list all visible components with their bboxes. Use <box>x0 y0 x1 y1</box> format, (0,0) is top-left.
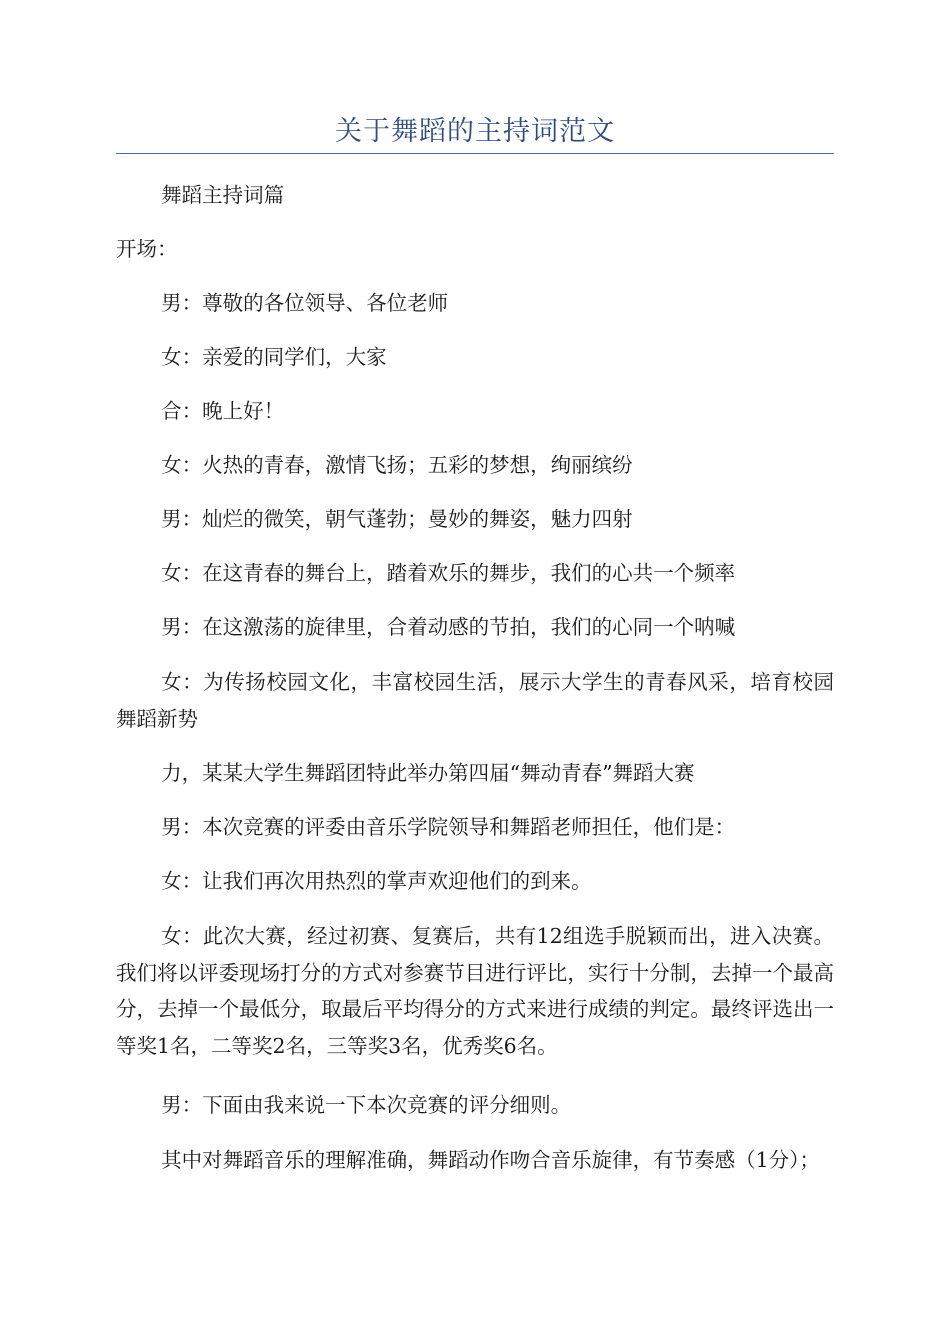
paragraph-3: 男：尊敬的各位领导、各位老师 <box>161 291 449 315</box>
title-underline <box>116 153 834 154</box>
paragraph-2: 开场： <box>116 237 178 261</box>
paragraph-14: 女：此次大赛，经过初赛、复赛后，共有12组选手脱颖而出，进入决赛。我们将以评委现场打分的方式对参赛节目进行评比，实行十分制，去掉一个最高分，去掉一个最低分，取最后平均得分的方式来进行成绩的判定。最终评选出一等奖1名，二等奖2名，三等奖3名，优秀奖6名。 <box>116 924 834 1058</box>
paragraph-15: 男：下面由我来说一下本次竞赛的评分细则。 <box>161 1093 572 1117</box>
paragraph-8: 女：在这青春的舞台上，踏着欢乐的舞步，我们的心共一个频率 <box>161 561 736 585</box>
paragraph-6: 女：火热的青春，激情飞扬；五彩的梦想，绚丽缤纷 <box>161 453 633 477</box>
document-title: 关于舞蹈的主持词范文 <box>335 116 615 147</box>
paragraph-4: 女：亲爱的同学们，大家 <box>161 345 387 369</box>
paragraph-10: 女：为传扬校园文化，丰富校园生活，展示大学生的青春风采，培育校园舞蹈新势 <box>116 670 834 731</box>
paragraph-13: 女：让我们再次用热烈的掌声欢迎他们的到来。 <box>161 869 592 893</box>
paragraph-5: 合：晚上好！ <box>161 399 285 423</box>
paragraph-12: 男：本次竞赛的评委由音乐学院领导和舞蹈老师担任，他们是： <box>161 815 736 839</box>
paragraph-1: 舞蹈主持词篇 <box>161 183 285 207</box>
paragraph-9: 男：在这激荡的旋律里，合着动感的节拍，我们的心同一个呐喊 <box>161 615 736 639</box>
paragraph-7: 男：灿烂的微笑，朝气蓬勃；曼妙的舞姿，魅力四射 <box>161 507 633 531</box>
paragraph-11: 力，某某大学生舞蹈团特此举办第四届“舞动青春”舞蹈大赛 <box>161 761 695 785</box>
paragraph-16: 其中对舞蹈音乐的理解准确，舞蹈动作吻合音乐旋律，有节奏感（1分）； <box>161 1148 820 1172</box>
